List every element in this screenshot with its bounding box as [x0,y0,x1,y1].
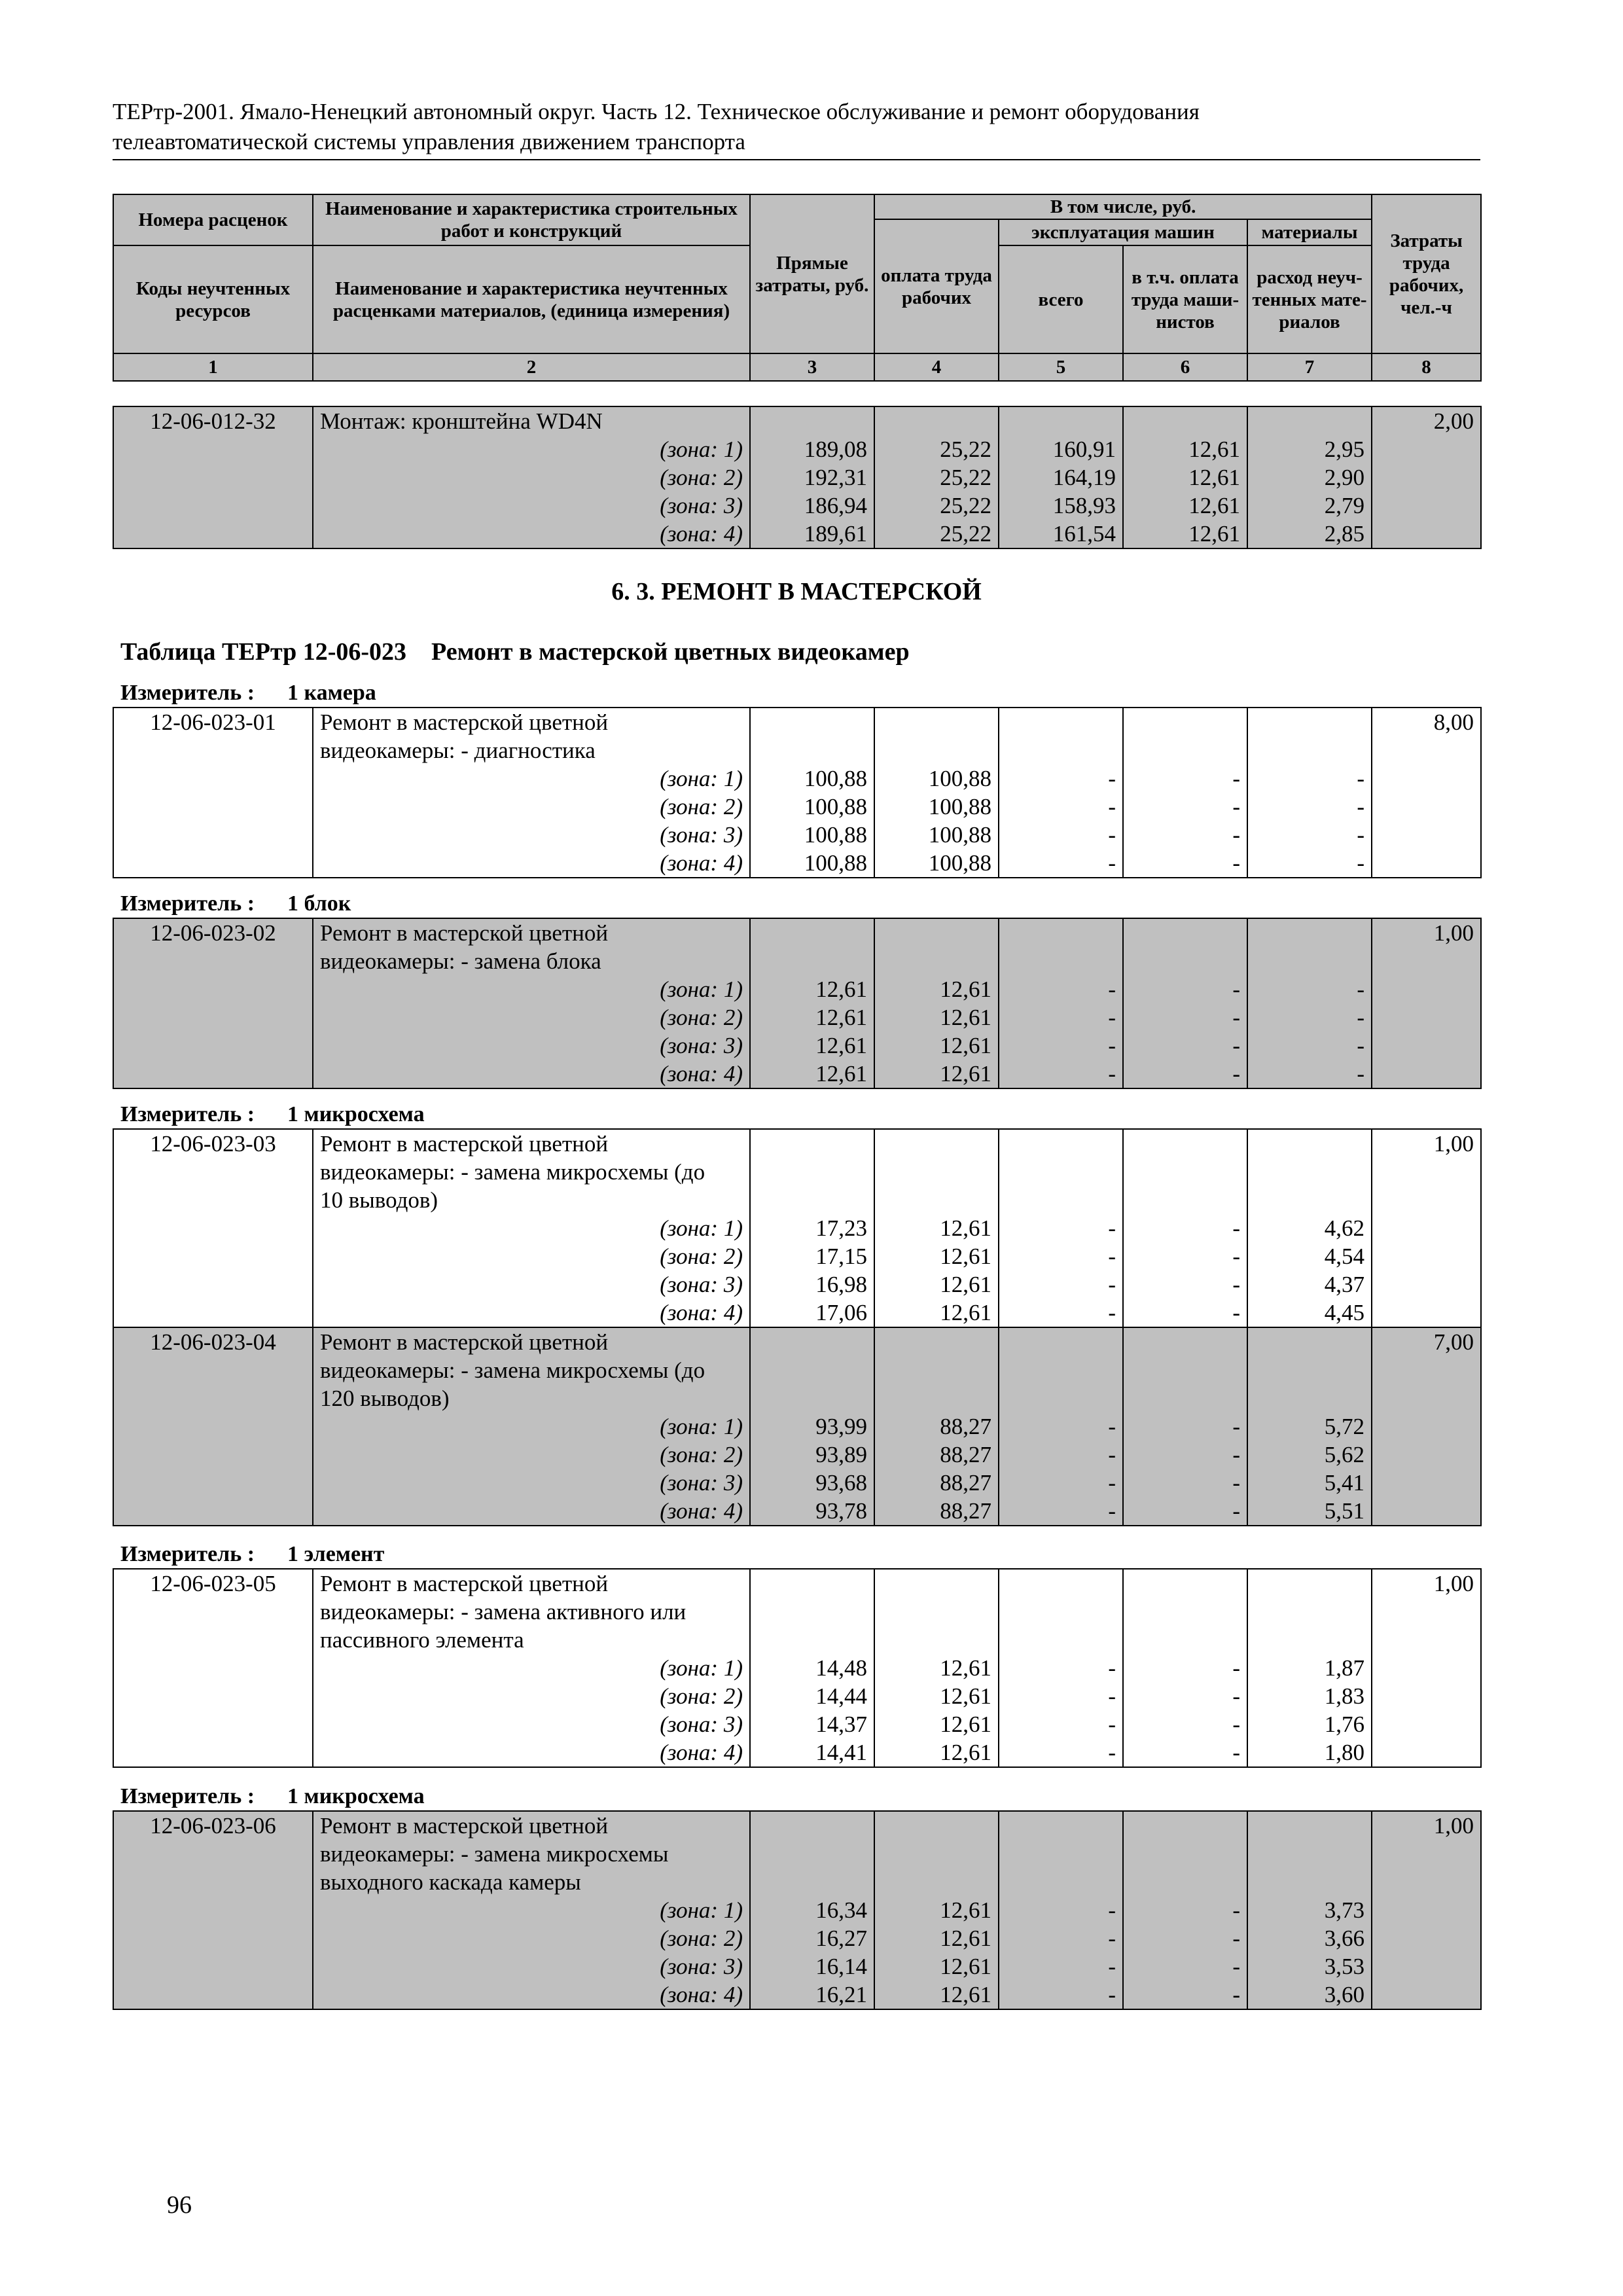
rate-description [313,708,750,878]
machine-total-cell [999,708,1123,878]
zone-value: 100,88 [804,850,867,876]
col-number: 4 [874,353,999,381]
zone-value: 88,27 [940,1442,991,1467]
direct-costs-cell [750,1327,874,1526]
machinist-pay-cell [1123,708,1247,878]
zone-label: (зона: 4) [660,1300,743,1325]
zone-value: - [1108,977,1116,1002]
zone-value: - [1108,1005,1116,1030]
zone-value: - [1108,1954,1116,1979]
zone-label: (зона: 2) [660,1683,743,1709]
zone-value: 12,61 [940,1033,991,1058]
zone-value: 12,61 [940,1061,991,1086]
table-row [113,918,1481,1088]
zone-label: (зона: 2) [660,1442,743,1467]
running-header [113,97,1480,157]
zone-value: 12,61 [815,1061,867,1086]
zone-label: (зона: 1) [660,977,743,1002]
page-number: 96 [167,2191,192,2219]
zone-value: 12,61 [940,1300,991,1325]
rate-code: 12-06-023-03 [113,1129,313,1327]
zone-label: (зона: 4) [660,850,743,876]
zone-value: 88,27 [940,1498,991,1524]
col-number: 1 [113,353,313,381]
zone-label: (зона: 4) [660,1982,743,2007]
zone-value: - [1232,1712,1240,1737]
zone-value: - [1232,1498,1240,1524]
rate-table [113,1568,1482,1768]
th-including: В том числе, руб. [874,194,1372,219]
zone-value: 93,99 [815,1414,867,1439]
machinist-pay-cell [1123,1327,1247,1526]
measure-unit: 1 блок [287,891,351,916]
zone-value: 14,48 [815,1655,867,1681]
col-number: 7 [1247,353,1372,381]
direct-costs-cell [750,1569,874,1767]
rate-code: 12-06-023-05 [113,1569,313,1767]
th-direct-costs: Прямые затраты, руб. [750,194,874,353]
zone-value: 12,61 [940,977,991,1002]
zone-value: - [1232,1683,1240,1709]
zone-value: - [1108,1414,1116,1439]
zone-value: 93,89 [815,1442,867,1467]
zone-value: - [1108,766,1116,791]
rate-description [313,918,750,1088]
zone-value: 12,61 [815,1033,867,1058]
zone-value: 12,61 [940,1740,991,1765]
zone-value: - [1108,1498,1116,1524]
zone-value: 1,76 [1324,1712,1364,1737]
rate-description [313,1129,750,1327]
rate-code: 12-06-023-01 [113,708,313,878]
th-unaccounted-materials: расход неуч-тенных мате-риалов [1247,245,1372,353]
zone-value: 12,61 [940,1954,991,1979]
machine-total-cell [999,918,1123,1088]
zone-value: - [1108,1033,1116,1058]
zone-value: 17,06 [815,1300,867,1325]
zone-value: - [1357,850,1364,876]
zone-label: (зона: 4) [660,521,743,547]
zone-value: - [1357,766,1364,791]
zone-value: - [1108,1272,1116,1297]
col-number: 6 [1123,353,1247,381]
zone-value: - [1232,1244,1240,1269]
zone-value: - [1232,822,1240,848]
measure-prefix: Измеритель : [120,1784,255,1808]
zone-label: (зона: 1) [660,437,743,462]
materials-cell [1247,1569,1372,1767]
zone-value: 12,61 [940,1683,991,1709]
zone-value: 4,54 [1324,1244,1364,1269]
measure-unit: 1 камера [287,681,376,705]
machinist-pay-cell [1123,1569,1247,1767]
zone-value: - [1232,1897,1240,1923]
zone-value: 1,87 [1324,1655,1364,1681]
machinist-pay-cell [1123,1811,1247,2009]
zone-value: 12,61 [940,1215,991,1241]
zone-value: 4,62 [1324,1215,1364,1241]
worker-pay-cell [874,1129,999,1327]
th-worker-pay: оплата труда рабочих [874,219,999,353]
rate-code: 12-06-012-32 [113,406,313,548]
labor-cell: 1,00 [1372,1129,1481,1327]
zone-value: 100,88 [928,822,991,848]
machine-total-cell [999,1327,1123,1526]
machinist-pay-cell [1123,918,1247,1088]
zone-value: - [1108,822,1116,848]
zone-value: - [1232,1442,1240,1467]
zone-value: - [1357,1061,1364,1086]
document-page [113,0,1480,2296]
zone-value: 14,41 [815,1740,867,1765]
rate-name-line: видеокамеры: - диагностика [320,738,596,763]
zone-value: - [1232,1215,1240,1241]
rate-description [313,406,750,548]
machine-total-cell [999,1811,1123,2009]
zone-value: 12,61 [940,1655,991,1681]
col-number: 2 [313,353,750,381]
zone-value: - [1108,1982,1116,2007]
measure-label [120,1542,384,1567]
zone-value: - [1108,1442,1116,1467]
zone-value: 17,23 [815,1215,867,1241]
materials-cell [1247,1129,1372,1327]
rate-name-line: Ремонт в мастерской цветной [320,1813,609,1839]
zone-value: - [1108,1470,1116,1496]
zone-value: - [1108,1244,1116,1269]
th-machine-operation: эксплуатация машин [999,219,1247,245]
rate-name-line: пассивного элемента [320,1627,524,1653]
zone-label: (зона: 3) [660,493,743,518]
zone-value: - [1357,794,1364,819]
rate-code: 12-06-023-06 [113,1811,313,2009]
zone-value: 93,68 [815,1470,867,1496]
measure-label [120,1784,425,1809]
zone-value: 5,41 [1324,1470,1364,1496]
zone-label: (зона: 2) [660,465,743,490]
zone-label: (зона: 2) [660,1005,743,1030]
zone-value: 3,60 [1324,1982,1364,2007]
zone-value: 4,37 [1324,1272,1364,1297]
labor-cell: 8,00 [1372,708,1481,878]
zone-value: - [1232,1740,1240,1765]
measure-prefix: Измеритель : [120,681,255,705]
zone-value: 16,21 [815,1982,867,2007]
zone-value: - [1232,1470,1240,1496]
zone-label: (зона: 3) [660,1272,743,1297]
rate-code: 12-06-023-04 [113,1327,313,1526]
zone-value: 12,61 [940,1982,991,2007]
zone-value: 100,88 [928,850,991,876]
zone-value: 5,62 [1324,1442,1364,1467]
rate-name-line: видеокамеры: - замена микросхемы [320,1841,669,1867]
rate-name-line: видеокамеры: - замена микросхемы (до [320,1159,705,1185]
section-title: 6. 3. РЕМОНТ В МАСТЕРСКОЙ [611,578,982,605]
worker-pay-cell: 25,22 25,22 25,22 25,22 [874,406,999,548]
zone-label: (зона: 1) [660,1215,743,1241]
zone-value: 93,78 [815,1498,867,1524]
labor-cell: 1,00 [1372,1569,1481,1767]
header-line-2: телеавтоматической системы управления движением транспорта [113,129,745,154]
zone-value: 3,53 [1324,1954,1364,1979]
zone-value: - [1232,794,1240,819]
zone-value: - [1232,1061,1240,1086]
zone-label: (зона: 1) [660,1655,743,1681]
zone-value: 88,27 [940,1470,991,1496]
zone-value: 88,27 [940,1414,991,1439]
zone-label: (зона: 3) [660,822,743,848]
worker-pay-cell [874,918,999,1088]
rate-name-line: Ремонт в мастерской цветной [320,1329,609,1355]
zone-value: - [1232,1005,1240,1030]
rate-description [313,1569,750,1767]
rate-name-line: Ремонт в мастерской цветной [320,1131,609,1157]
zone-value: 3,73 [1324,1897,1364,1923]
zone-label: (зона: 3) [660,1712,743,1737]
column-header-table [113,194,1482,382]
zone-value: 100,88 [804,794,867,819]
zone-value: 100,88 [928,766,991,791]
th-rate-numbers: Номера расценок [113,194,313,245]
zone-value: 12,61 [940,1712,991,1737]
measure-unit: 1 микросхема [287,1102,425,1126]
rate-table [113,1128,1482,1526]
machine-total-cell [999,1569,1123,1767]
rate-description [313,1327,750,1526]
zone-label: (зона: 3) [660,1954,743,1979]
labor-cell: 1,00 [1372,918,1481,1088]
zone-value: - [1232,1982,1240,2007]
zone-value: 100,88 [804,822,867,848]
th-labor-costs: Затраты труда рабочих, чел.-ч [1372,194,1481,353]
zone-value: - [1232,1272,1240,1297]
zone-value: - [1232,1655,1240,1681]
zone-value: 4,45 [1324,1300,1364,1325]
zone-value: - [1357,1005,1364,1030]
zone-value: - [1232,766,1240,791]
table-row [113,1129,1481,1327]
zone-label: (зона: 4) [660,1498,743,1524]
zone-value: - [1232,1926,1240,1951]
machinist-pay-cell: 12,61 12,61 12,61 12,61 [1123,406,1247,548]
rate-name-line: видеокамеры: - замена микросхемы (до [320,1357,705,1383]
rate-table [113,918,1482,1089]
rate-name-line: 120 выводов) [320,1386,450,1411]
materials-cell: 2,95 2,90 2,79 2,85 [1247,406,1372,548]
th-materials: материалы [1247,219,1372,245]
table-row [113,1569,1481,1767]
rate-table-top [113,406,1482,549]
rate-table [113,1810,1482,2010]
measure-prefix: Измеритель : [120,1542,255,1566]
th-incl-machinist-pay: в т.ч. оплата труда маши-нистов [1123,245,1247,353]
zone-value: 14,37 [815,1712,867,1737]
zone-value: 14,44 [815,1683,867,1709]
machine-total-cell [999,1129,1123,1327]
rate-name-line: Ремонт в мастерской цветной [320,920,609,946]
zone-label: (зона: 1) [660,1414,743,1439]
worker-pay-cell [874,1811,999,2009]
th-name-char: Наименование и характеристика строительных работ и конструкций [313,194,750,245]
zone-value: 100,88 [804,766,867,791]
zone-value: 16,14 [815,1954,867,1979]
worker-pay-cell [874,1569,999,1767]
measure-label [120,1102,425,1127]
header-rule [113,159,1480,160]
materials-cell [1247,1327,1372,1526]
labor-cell: 1,00 [1372,1811,1481,2009]
zone-value: 17,15 [815,1244,867,1269]
table-title: Таблица ТЕРтр 12-06-023 Ремонт в мастерской цветных видеокамер [120,638,910,666]
zone-value: - [1108,1061,1116,1086]
zone-value: 12,61 [940,1926,991,1951]
direct-costs-cell [750,1811,874,2009]
labor-cell: 7,00 [1372,1327,1481,1526]
th-name-unaccounted: Наименование и характеристика неучтенных расценками материалов, (единица измерения) [313,245,750,353]
measure-unit: 1 микросхема [287,1784,425,1808]
zone-label: (зона: 4) [660,1061,743,1086]
zone-label: (зона: 3) [660,1470,743,1496]
direct-costs-cell [750,918,874,1088]
zone-value: - [1232,850,1240,876]
zone-label: (зона: 1) [660,766,743,791]
zone-value: - [1108,1712,1116,1737]
col-number: 8 [1372,353,1481,381]
zone-value: - [1232,1033,1240,1058]
col-number: 3 [750,353,874,381]
materials-cell [1247,918,1372,1088]
zone-value: - [1108,1740,1116,1765]
rate-name-line: Ремонт в мастерской цветной [320,709,609,735]
rate-name: Монтаж: кронштейна WD4N [320,408,603,434]
th-total: всего [999,245,1123,353]
zone-value: - [1108,1926,1116,1951]
th-codes: Коды неучтенных ресурсов [113,245,313,353]
zone-value: 5,51 [1324,1498,1364,1524]
rate-name-line: выходного каскада камеры [320,1869,581,1895]
zone-label: (зона: 2) [660,794,743,819]
machine-total-cell: 160,91 164,19 158,93 161,54 [999,406,1123,548]
table-row [113,1327,1481,1526]
rate-description [313,1811,750,2009]
zone-value: - [1108,850,1116,876]
col-number: 5 [999,353,1123,381]
zone-value: 12,61 [940,1272,991,1297]
direct-costs-cell: 189,08 192,31 186,94 189,61 [750,406,874,548]
zone-value: - [1108,1655,1116,1681]
zone-value: 1,83 [1324,1683,1364,1709]
zone-value: 12,61 [815,1005,867,1030]
table-row [113,1811,1481,2009]
zone-value: 16,27 [815,1926,867,1951]
zone-value: 100,88 [928,794,991,819]
machinist-pay-cell [1123,1129,1247,1327]
zone-value: - [1232,1954,1240,1979]
zone-value: - [1108,1897,1116,1923]
header-line-1: ТЕРтр-2001. Ямало-Ненецкий автономный округ. Часть 12. Техническое обслуживание и ремонт оборудования [113,99,1200,124]
zone-value: 12,61 [940,1244,991,1269]
zone-value: - [1108,1300,1116,1325]
zone-label: (зона: 3) [660,1033,743,1058]
zone-value: - [1357,1033,1364,1058]
zone-value: 5,72 [1324,1414,1364,1439]
rate-name-line: Ремонт в мастерской цветной [320,1571,609,1596]
rate-name-line: 10 выводов) [320,1187,438,1213]
rate-code: 12-06-023-02 [113,918,313,1088]
measure-label [120,681,376,706]
materials-cell [1247,1811,1372,2009]
zone-value: - [1357,822,1364,848]
measure-label [120,891,351,916]
rate-table [113,707,1482,878]
zone-value: 12,61 [940,1005,991,1030]
rate-name-line: видеокамеры: - замена блока [320,948,601,974]
zone-value: 3,66 [1324,1926,1364,1951]
zone-value: 12,61 [940,1897,991,1923]
zone-label: (зона: 2) [660,1244,743,1269]
zone-value: 16,34 [815,1897,867,1923]
worker-pay-cell [874,1327,999,1526]
zone-value: 12,61 [815,977,867,1002]
materials-cell [1247,708,1372,878]
zone-label: (зона: 4) [660,1740,743,1765]
direct-costs-cell [750,708,874,878]
zone-value: - [1357,977,1364,1002]
measure-prefix: Измеритель : [120,1102,255,1126]
zone-value: 16,98 [815,1272,867,1297]
zone-value: - [1108,1683,1116,1709]
zone-value: - [1108,794,1116,819]
zone-value: - [1232,1414,1240,1439]
rate-name-line: видеокамеры: - замена активного или [320,1599,687,1624]
table-row [113,406,1481,548]
labor-cell: 2,00 [1372,406,1481,548]
zone-value: - [1232,977,1240,1002]
table-row [113,708,1481,878]
worker-pay-cell [874,708,999,878]
zone-label: (зона: 1) [660,1897,743,1923]
measure-prefix: Измеритель : [120,891,255,916]
zone-value: - [1232,1300,1240,1325]
direct-costs-cell [750,1129,874,1327]
zone-label: (зона: 2) [660,1926,743,1951]
zone-value: - [1108,1215,1116,1241]
measure-unit: 1 элемент [287,1542,385,1566]
zone-value: 1,80 [1324,1740,1364,1765]
